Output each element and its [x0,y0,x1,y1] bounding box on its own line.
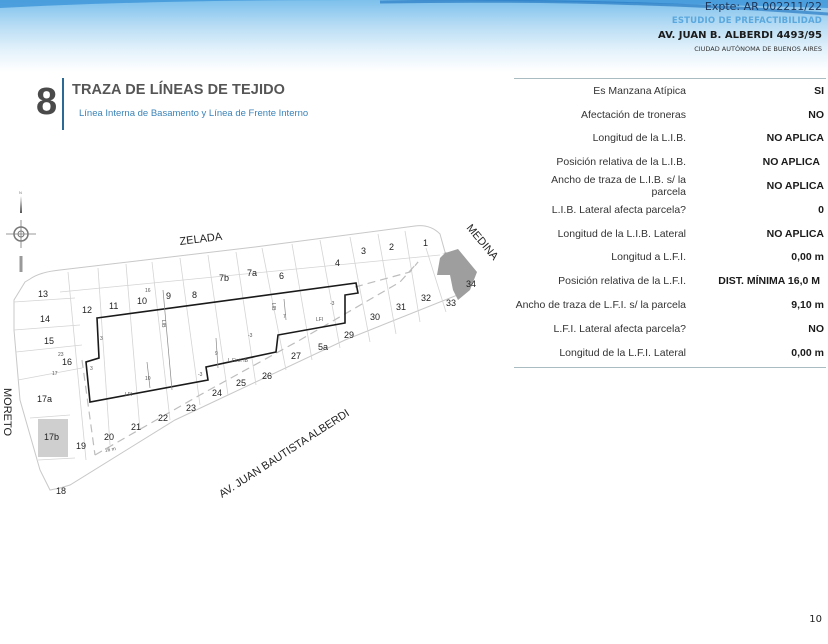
lfint-ib-label: L.Fint. IB [228,358,249,364]
row-label: Posición relativa de la L.I.B. [556,156,686,169]
parcel-label: 7a [247,268,258,278]
page-number: 10 [809,614,822,625]
parcel-label: 25 [236,378,247,388]
table-row [514,150,826,174]
block-map [0,180,520,540]
row-label: Posición relativa de la L.F.I. [558,275,686,288]
row-value: NO [808,108,824,121]
dim-label-23: 23 [58,352,64,358]
dim-label-16: 16 [145,288,151,294]
row-label: Longitud de la L.I.B. Lateral [557,227,686,240]
parameters-table [514,78,826,368]
row-value: 0,00 m [791,346,824,359]
parcel-label: 33 [446,298,457,308]
parcel-label: 24 [212,388,223,398]
dim-label-7: 7 [283,314,286,320]
parcel-label: 9 [166,291,172,301]
row-value: NO APLICA [766,227,824,240]
table-row [514,293,826,317]
parcel-label: 10 [137,296,148,306]
dim-label-neg3b: -3 [330,301,335,307]
table-row [514,103,826,127]
table-row [514,198,826,222]
dim-label-17: 17 [52,371,58,377]
parcel-label: 26 [262,371,273,381]
table-bottom-rule [514,367,826,368]
row-value: 0 [818,203,824,216]
city-name: CIUDAD AUTÓNOMA DE BUENOS AIRES [694,44,822,53]
dim-label-3b: 3 [90,366,93,372]
section-divider [62,78,64,130]
document-header [658,0,822,52]
parcel-label: 31 [396,302,407,312]
row-value: SI [814,84,824,97]
row-value: 0,00 m [791,251,824,264]
parcel-label: 15 [44,336,55,346]
row-value: NO APLICA [766,132,824,145]
row-label: Ancho de traza de L.I.B. s/ la parcela [551,174,686,199]
street-av-alberdi: AV. JUAN BAUTISTA ALBERDI [217,407,352,501]
row-value: NO [808,322,824,335]
table-row [514,317,826,341]
parcel-label: 17a [37,394,53,404]
lib-label-2: LIB [270,303,276,311]
property-address: AV. JUAN B. ALBERDI 4493/95 [658,29,822,41]
parcel-label: 4 [335,258,341,268]
parcel-label: 8 [192,290,198,300]
parcel-label: 13 [38,289,49,299]
lfi-label: LFI [125,392,133,398]
row-label: Longitud de la L.I.B. [592,132,686,145]
parcel-label: 32 [421,293,432,303]
lib-label: LIB [160,320,166,328]
row-label: Ancho de traza de L.F.I. s/ la parcela [515,299,686,312]
row-label: Es Manzana Atípica [593,84,686,97]
street-moreto: MORETO [1,388,13,437]
table-row [514,246,826,270]
parcel-label: 22 [158,413,169,423]
row-value: 9,10 m [791,299,824,312]
section-number: 8 [36,81,58,123]
table-row [514,174,826,198]
parcel-label: 19 [76,441,87,451]
dim-label-neg3c: -3 [198,372,203,378]
row-label: Longitud a L.F.I. [611,251,686,264]
row-value: DIST. MÍNIMA 16,0 M [718,275,820,288]
parcel-label: 20 [104,432,115,442]
row-value: NO APLICA [766,180,824,193]
street-medina: MEDINA [463,222,501,263]
table-row [514,341,826,365]
parcel-label: 23 [186,403,197,413]
parcel-label: 30 [370,312,381,322]
parcel-label: 29 [344,330,355,340]
row-label: Longitud de la L.F.I. Lateral [559,346,686,359]
parcel-label: 6 [279,271,285,281]
study-title: ESTUDIO DE PREFACTIBILIDAD [671,16,822,26]
dim-label-9: 9 [215,351,218,357]
svg-text:N: N [19,190,22,195]
parcel-label: 34 [466,279,477,289]
dim-label-16m: 16 m [104,446,117,454]
parcel-label: 5a [318,342,329,352]
table-row [514,127,826,151]
parcel-label: 18 [56,486,67,496]
dim-label-3: 3 [100,336,103,342]
parcel-label: 2 [389,242,395,252]
row-label: Afectación de troneras [580,108,686,121]
row-value: NO APLICA [762,156,820,169]
parcel-label: 21 [131,422,142,432]
parcel-label: 17b [44,432,60,442]
expediente-number: Expte: AR 002211/22 [704,0,822,13]
table-row [514,269,826,293]
parcel-label: 1 [423,238,429,248]
parcel-label: 7b [219,273,230,283]
section-subtitle: Línea Interna de Basamento y Línea de Frente Interno [79,108,309,119]
parcel-label: 27 [291,351,302,361]
row-label: L.I.B. Lateral afecta parcela? [551,203,686,216]
dim-label-10: 10 [145,376,151,382]
parcel-label: 3 [361,246,367,256]
parcel-label: 11 [109,301,119,311]
table-row [514,222,826,246]
parcel-label: 14 [40,314,51,324]
table-row [514,79,826,103]
parcel-label: 12 [82,305,93,315]
row-label: L.F.I. Lateral afecta parcela? [553,322,686,335]
street-zelada: ZELADA [178,230,223,248]
lfi-label-2: LFI [316,317,324,323]
parcel-label: 16 [62,357,73,367]
section-title: TRAZA DE LÍNEAS DE TEJIDO [72,82,286,98]
dim-label-neg3: -3 [248,333,253,339]
compass-north-arrow-icon [6,190,36,272]
